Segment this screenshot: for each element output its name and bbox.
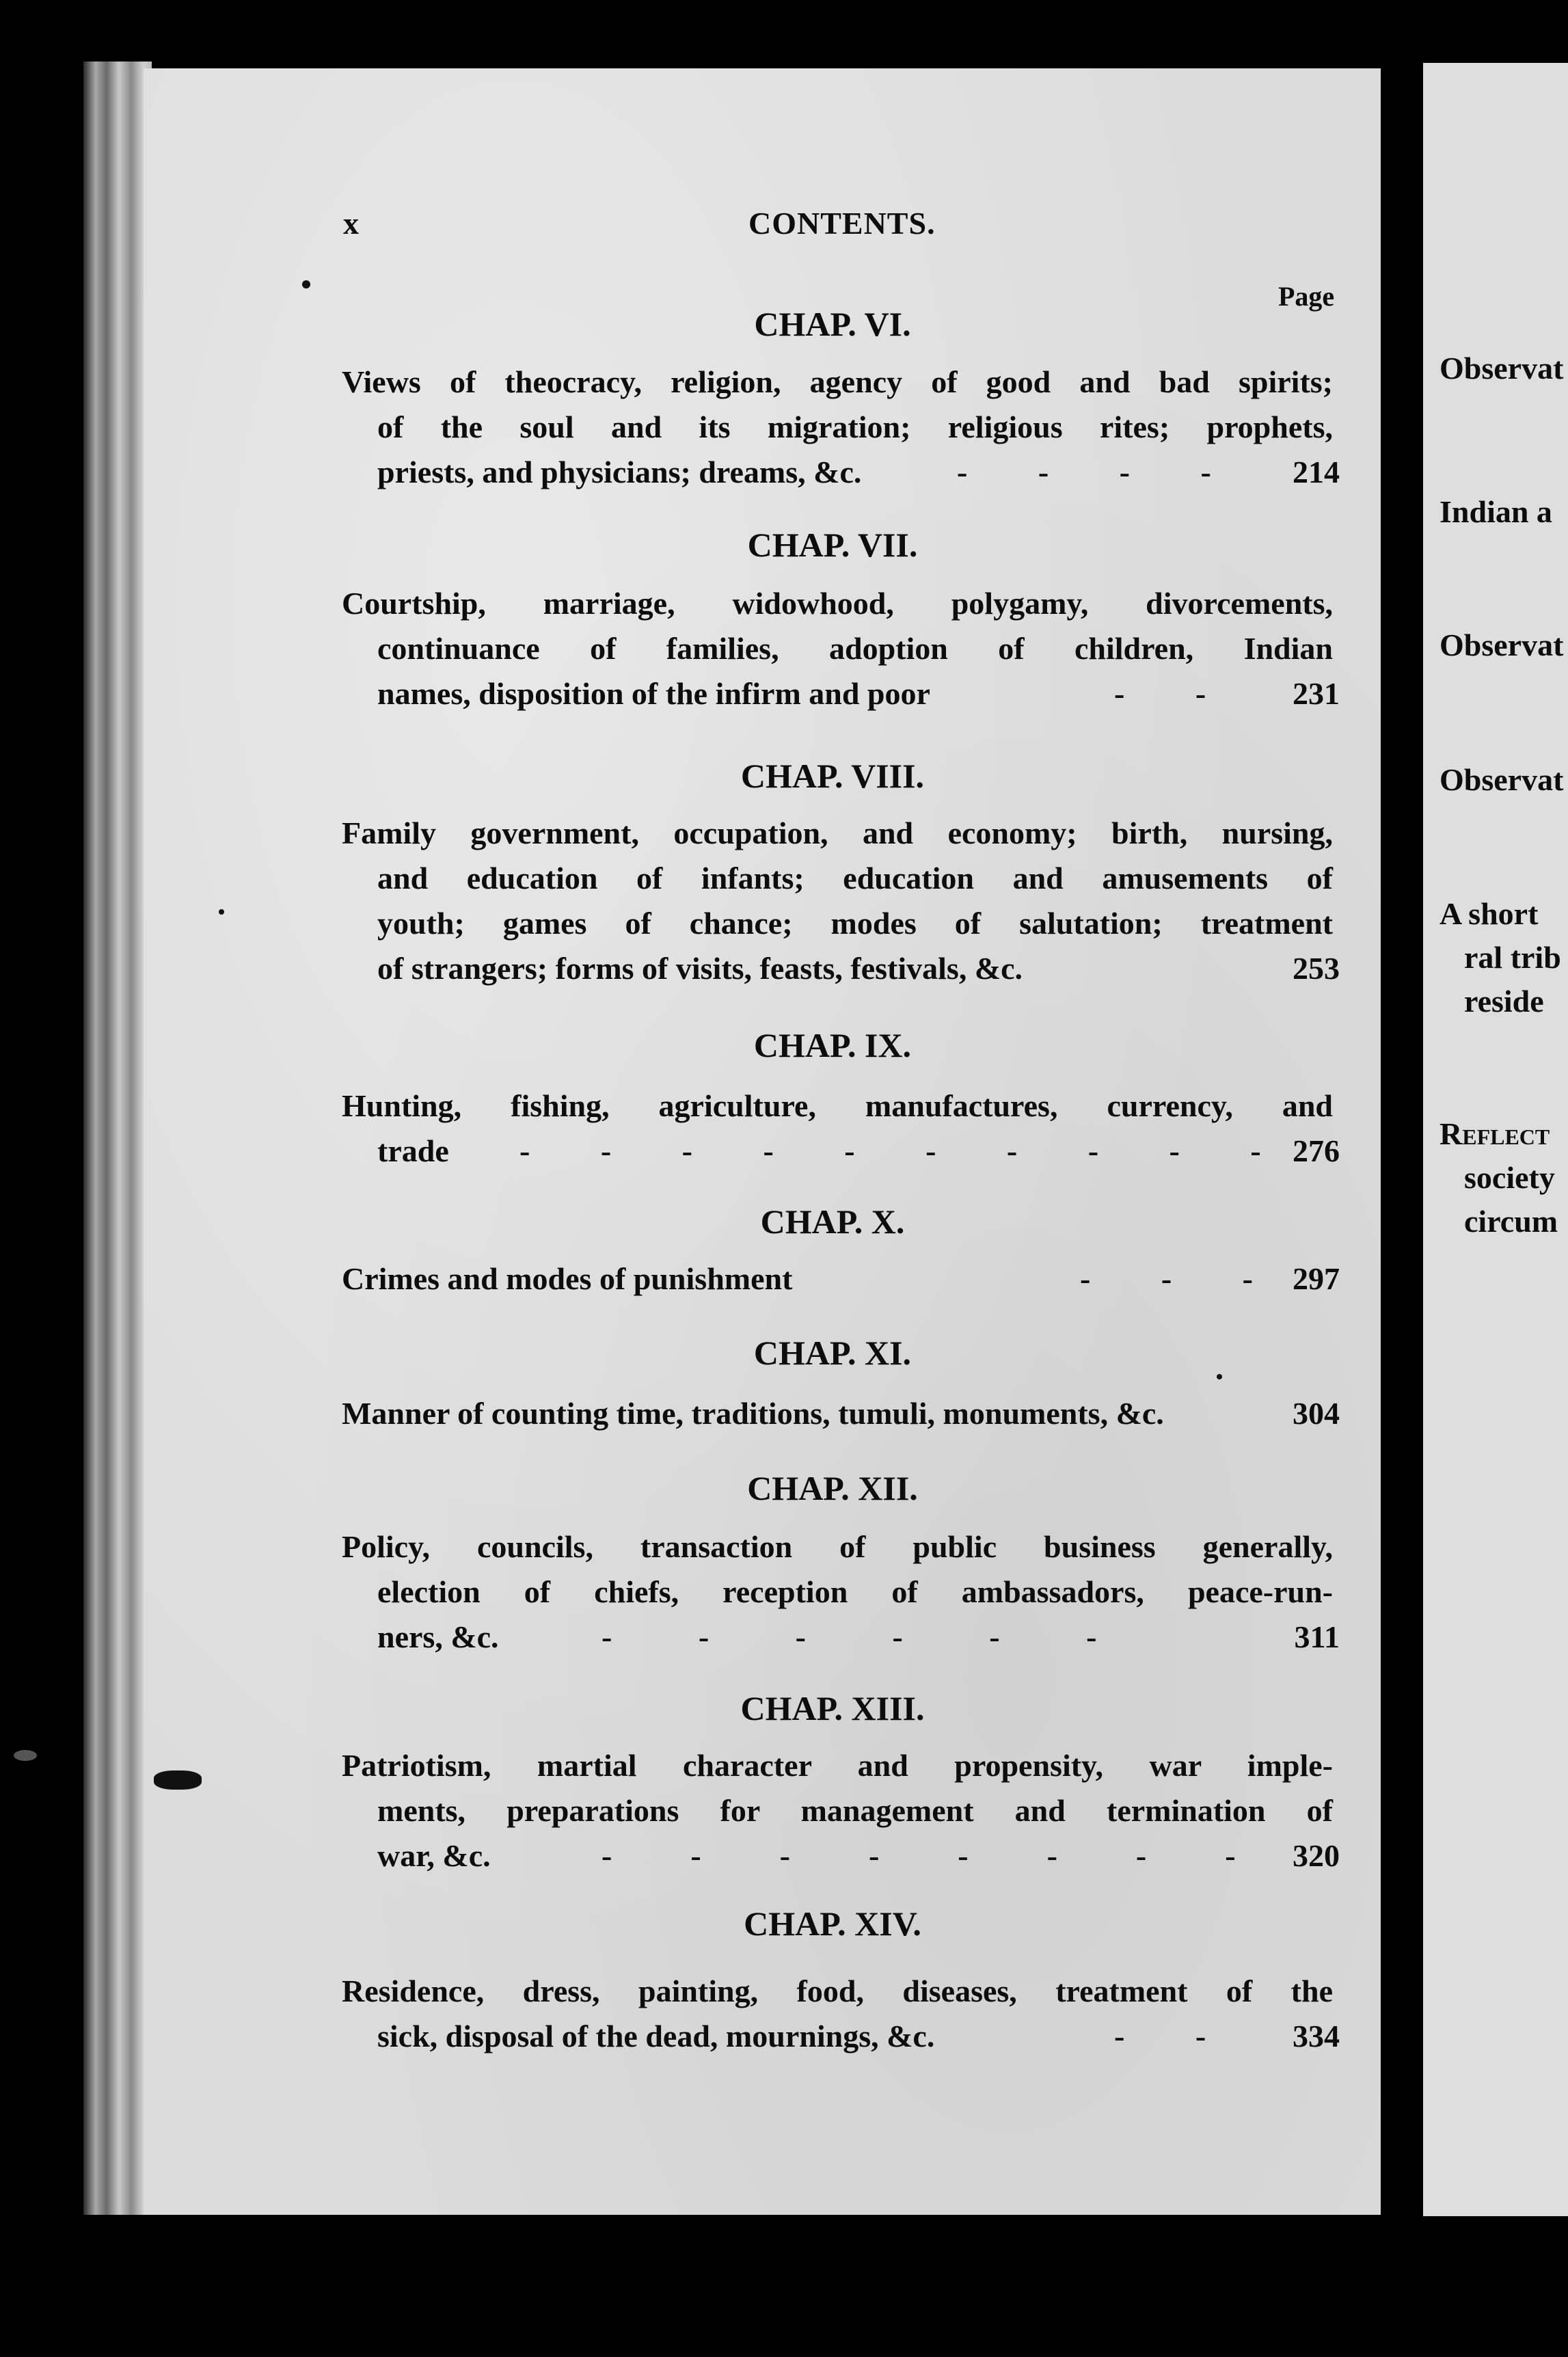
entry-line: ments, preparations for management and termination of <box>377 1793 1333 1828</box>
entry-line: priests, and physicians; dreams, &c. - - - - 214 <box>342 450 1333 495</box>
page-number: 276 <box>1293 1133 1340 1168</box>
entry-line: Courtship, marriage, widowhood, polygamy, divorcements, <box>342 586 1333 621</box>
chapter-heading: CHAP. VIII. <box>740 757 925 795</box>
facing-page-edge <box>1423 63 1568 2216</box>
dot-leaders: - - - - <box>957 455 1211 489</box>
chapter-heading: CHAP. XIV. <box>744 1904 921 1943</box>
entry-line: and education of infants; education and amusements of <box>377 861 1333 895</box>
entry-line: youth; games of chance; modes of salutation; treatment <box>377 906 1333 941</box>
page-number: 214 <box>1293 455 1340 489</box>
toc-entry <box>342 1391 1340 1436</box>
entry-line: of the soul and its migration; religious rites; prophets, <box>377 409 1333 444</box>
page-number: 231 <box>1293 676 1340 711</box>
entry-line: Hunting, fishing, agriculture, manufactures, currency, and <box>342 1088 1333 1123</box>
entry-line: Policy, councils, transaction of public business generally, <box>342 1529 1333 1564</box>
book-binding <box>83 62 152 2215</box>
entry-line: sick, disposal of the dead, mournings, &c. - - 334 <box>342 2014 1333 2059</box>
entry-line: election of chiefs, reception of ambassadors, peace-run- <box>377 1574 1333 1609</box>
toc-entry <box>342 1969 1340 2059</box>
entry-line: Family government, occupation, and economy; birth, nursing, <box>342 816 1333 850</box>
entry-line: Manner of counting time, traditions, tumuli, monuments, &c. 304 <box>342 1391 1333 1436</box>
dot-leaders: - - <box>1114 2019 1206 2053</box>
dot-leaders: - - - <box>1080 1261 1253 1296</box>
scan-speck <box>302 280 310 288</box>
entry-line: of strangers; forms of visits, feasts, festivals, &c. 253 <box>342 946 1333 991</box>
page-column-label: Page <box>1278 281 1335 312</box>
entry-line: Residence, dress, painting, food, diseases, treatment of the <box>342 1974 1333 2008</box>
entry-line: Crimes and modes of punishment - - - 297 <box>342 1256 1333 1302</box>
dot-leaders: - - - - - - - - <box>601 1838 1236 1873</box>
chapter-heading: CHAP. IX. <box>753 1026 912 1064</box>
chapter-heading: CHAP. VI. <box>754 305 911 343</box>
chapter-heading: CHAP. VII. <box>747 526 918 564</box>
facing-page-fragment: Indian a <box>1439 494 1552 529</box>
toc-entry <box>342 1083 1340 1174</box>
toc-entry <box>342 581 1340 716</box>
facing-page-fragment: Observat <box>1439 351 1564 386</box>
chapter-heading: CHAP. X. <box>760 1202 905 1241</box>
page-number: 334 <box>1293 2019 1340 2053</box>
toc-entry <box>342 1256 1340 1302</box>
scan-speck <box>154 1770 202 1790</box>
facing-page-fragment: reside <box>1464 984 1544 1019</box>
entry-line: war, &c. - - - - - - - - 320 <box>342 1833 1333 1878</box>
page-number: 311 <box>1294 1619 1340 1654</box>
facing-page-fragment: ral trib <box>1464 940 1561 975</box>
toc-entry <box>342 360 1340 495</box>
entry-line: ners, &c. - - - - - - 311 <box>342 1615 1333 1660</box>
scan-speck <box>14 1750 37 1761</box>
chapter-heading: CHAP. XIII. <box>740 1689 925 1727</box>
facing-page-fragment: society <box>1464 1160 1555 1195</box>
dot-leaders: - - - - - - <box>601 1619 1097 1654</box>
scan-speck <box>219 909 224 915</box>
toc-entry <box>342 811 1340 991</box>
facing-page-fragment: Reflect <box>1439 1116 1550 1151</box>
running-title: CONTENTS. <box>748 206 936 241</box>
facing-page-fragment: Observat <box>1439 762 1564 797</box>
entry-line: continuance of families, adoption of children, Indian <box>377 631 1333 666</box>
chapter-heading: CHAP. XI. <box>753 1334 912 1372</box>
chapter-heading: CHAP. XII. <box>747 1469 918 1507</box>
folio-number: x <box>343 206 360 241</box>
page-number: 297 <box>1293 1261 1340 1296</box>
page-number: 253 <box>1293 951 1340 986</box>
facing-page-fragment: circum <box>1464 1204 1558 1239</box>
entry-line: Patriotism, martial character and propensity, war imple- <box>342 1748 1333 1783</box>
entry-line: trade - - - - - - - - - - 276 <box>342 1129 1333 1174</box>
toc-entry <box>342 1524 1340 1660</box>
dot-leaders: - - - - - - - - - - <box>519 1133 1261 1168</box>
facing-page-fragment: Observat <box>1439 628 1564 662</box>
dot-leaders: - - <box>1114 676 1206 711</box>
page-number: 320 <box>1293 1838 1340 1873</box>
page-number: 304 <box>1293 1396 1340 1431</box>
toc-entry <box>342 1743 1340 1878</box>
entry-line: names, disposition of the infirm and poor - - 231 <box>342 671 1333 716</box>
facing-page-fragment: A short <box>1439 896 1539 931</box>
entry-line: Views of theocracy, religion, agency of good and bad spirits; <box>342 364 1333 399</box>
scan-speck <box>1217 1374 1222 1379</box>
